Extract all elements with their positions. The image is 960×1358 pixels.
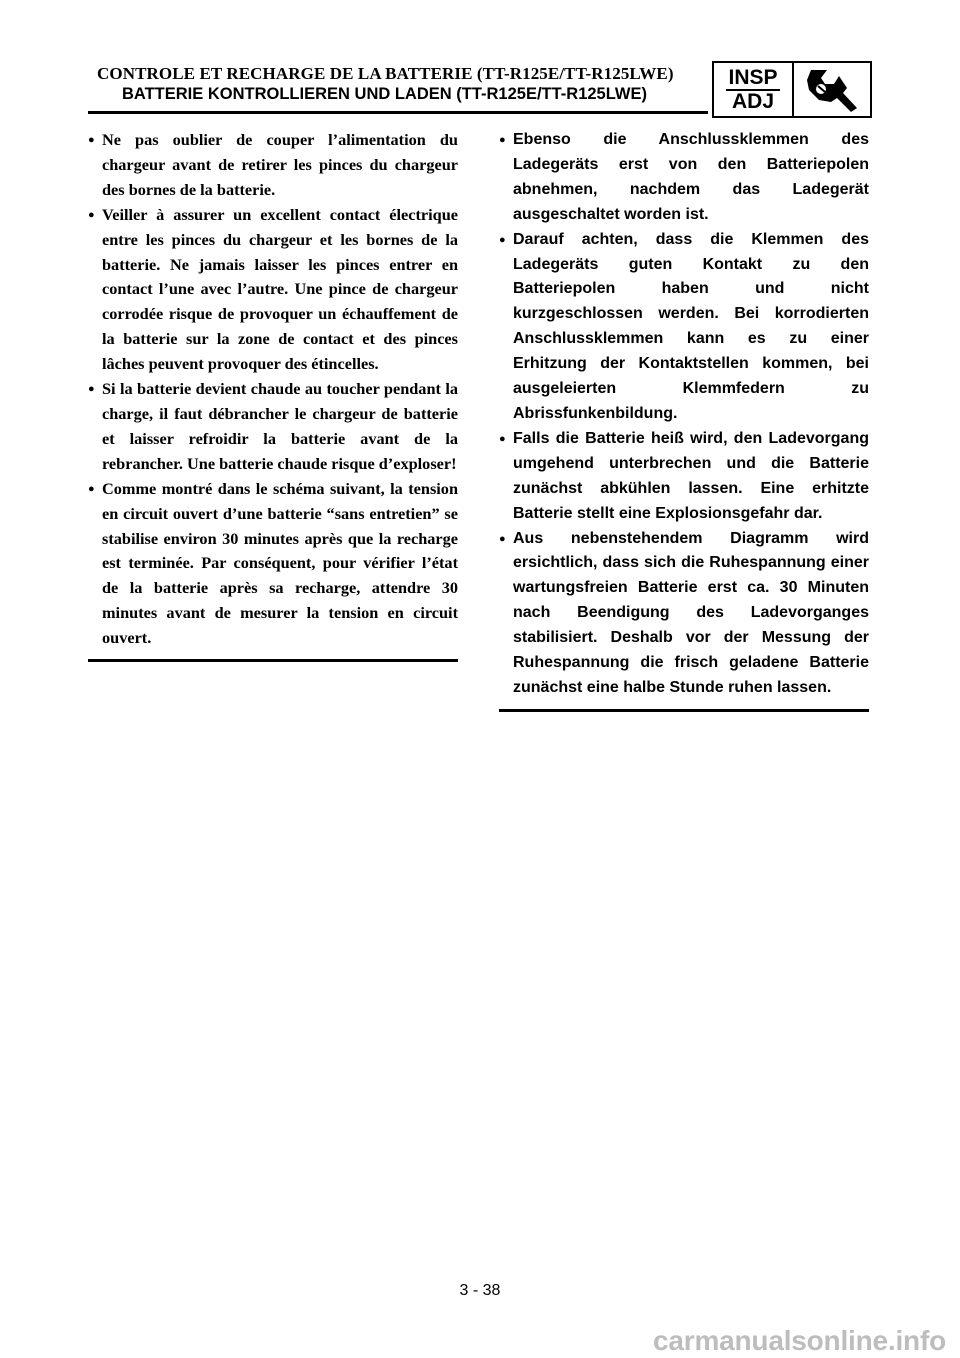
list-item [499, 228, 869, 427]
page-number: 3 - 38 [459, 1282, 501, 1299]
bullet-icon: ● [499, 532, 506, 545]
wrench-icon [794, 63, 870, 116]
bullet-icon: ● [499, 134, 506, 146]
list-item-text: Falls die Batterie heiß wird, den Ladevorgang umgehend unterbrechen und die Batterie zunächst abkühlen lassen. Eine erhitzte Batterie stellt eine Explosionsgefahr dar. [513, 429, 869, 522]
list-item-text: Darauf achten, dass die Klemmen des Ladegeräts guten Kontakt zu den Batteriepolen haben und nicht kurzgeschlossen werden. Bei korrodierten Anschlussklemmen kann es zu einer Erhitzung der Kontaktstellen kommen, bei ausgeleierten Klemmfedern zu Abrissfunkenbildung. [513, 230, 869, 422]
list-item [499, 427, 869, 527]
section-badge [712, 61, 872, 118]
badge-insp-text: INSP [728, 65, 778, 89]
list-item [88, 203, 458, 377]
list-item-text: Ebenso die Anschlussklemmen des Ladegeräts erst von den Batteriepolen abnehmen, nachdem das Ladegerät ausgeschaltet worden ist. [513, 131, 869, 223]
badge-label [714, 63, 794, 116]
list-item [499, 527, 869, 701]
page-title-fr: CONTROLE ET RECHARGE DE LA BATTERIE (TT-R125E/TT-R125LWE) [97, 64, 674, 83]
list-item [88, 477, 458, 651]
list-item-text: Veiller à assurer un excellent contact électrique entre les pinces du chargeur et les bornes de la batterie. Ne jamais laisser les pinces entrer en contact l’une avec l’autre. Une pince de chargeur corrodée risque de provoquer un échauffement de la batterie sur la zone de contact et des pinces lâches peuvent provoquer des étincelles. [102, 204, 458, 374]
bullet-icon: ● [88, 134, 95, 146]
bullet-icon: ● [88, 383, 95, 396]
watermark[interactable]: carmanualsonline.info [653, 1325, 946, 1356]
bullet-icon: ● [88, 208, 95, 221]
list-item-text: Ne pas oublier de couper l’alimentation du chargeur avant de retirer les pinces du chargeur des bornes de la batterie. [102, 130, 458, 199]
list-item-text: Comme montré dans le schéma suivant, la tension en circuit ouvert d’une batterie “sans entretien” se stabilise environ 30 minutes après que la recharge est terminée. Par conséquent, pour vérifier l’état de la batterie après sa recharge, attendre 30 minutes avant de mesurer la tension en circuit ouvert. [102, 478, 458, 648]
badge-adj-text: ADJ [731, 89, 774, 113]
list-item-text: Aus nebenstehendem Diagramm wird ersichtlich, dass sich die Ruhespannung einer wartungsfreien Batterie erst ca. 30 Minuten nach Beendigung des Ladevorganges stabilisiert. Deshalb vor der Messung der Ruhespannung die frisch geladene Batterie zunächst eine halbe Stunde ruhen lassen. [513, 529, 869, 696]
header-divider [88, 111, 708, 114]
section-end-divider [499, 709, 869, 712]
german-column [499, 128, 869, 712]
list-item [499, 128, 869, 228]
list-item [88, 377, 458, 477]
section-end-divider [88, 659, 458, 662]
bullet-icon: ● [88, 482, 95, 495]
list-item [88, 128, 458, 203]
bullet-icon: ● [499, 432, 506, 445]
page-title-de: BATTERIE KONTROLLIEREN UND LADEN (TT-R125E/TT-R125LWE) [122, 85, 647, 103]
french-column [88, 128, 458, 662]
wrench-icon-svg [801, 66, 863, 114]
list-item-text: Si la batterie devient chaude au toucher pendant la charge, il faut débrancher le chargeur de batterie et laisser refroidir la batterie avant de la rebrancher. Une batterie chaude risque d’exploser! [102, 379, 458, 473]
bullet-icon: ● [499, 233, 506, 246]
